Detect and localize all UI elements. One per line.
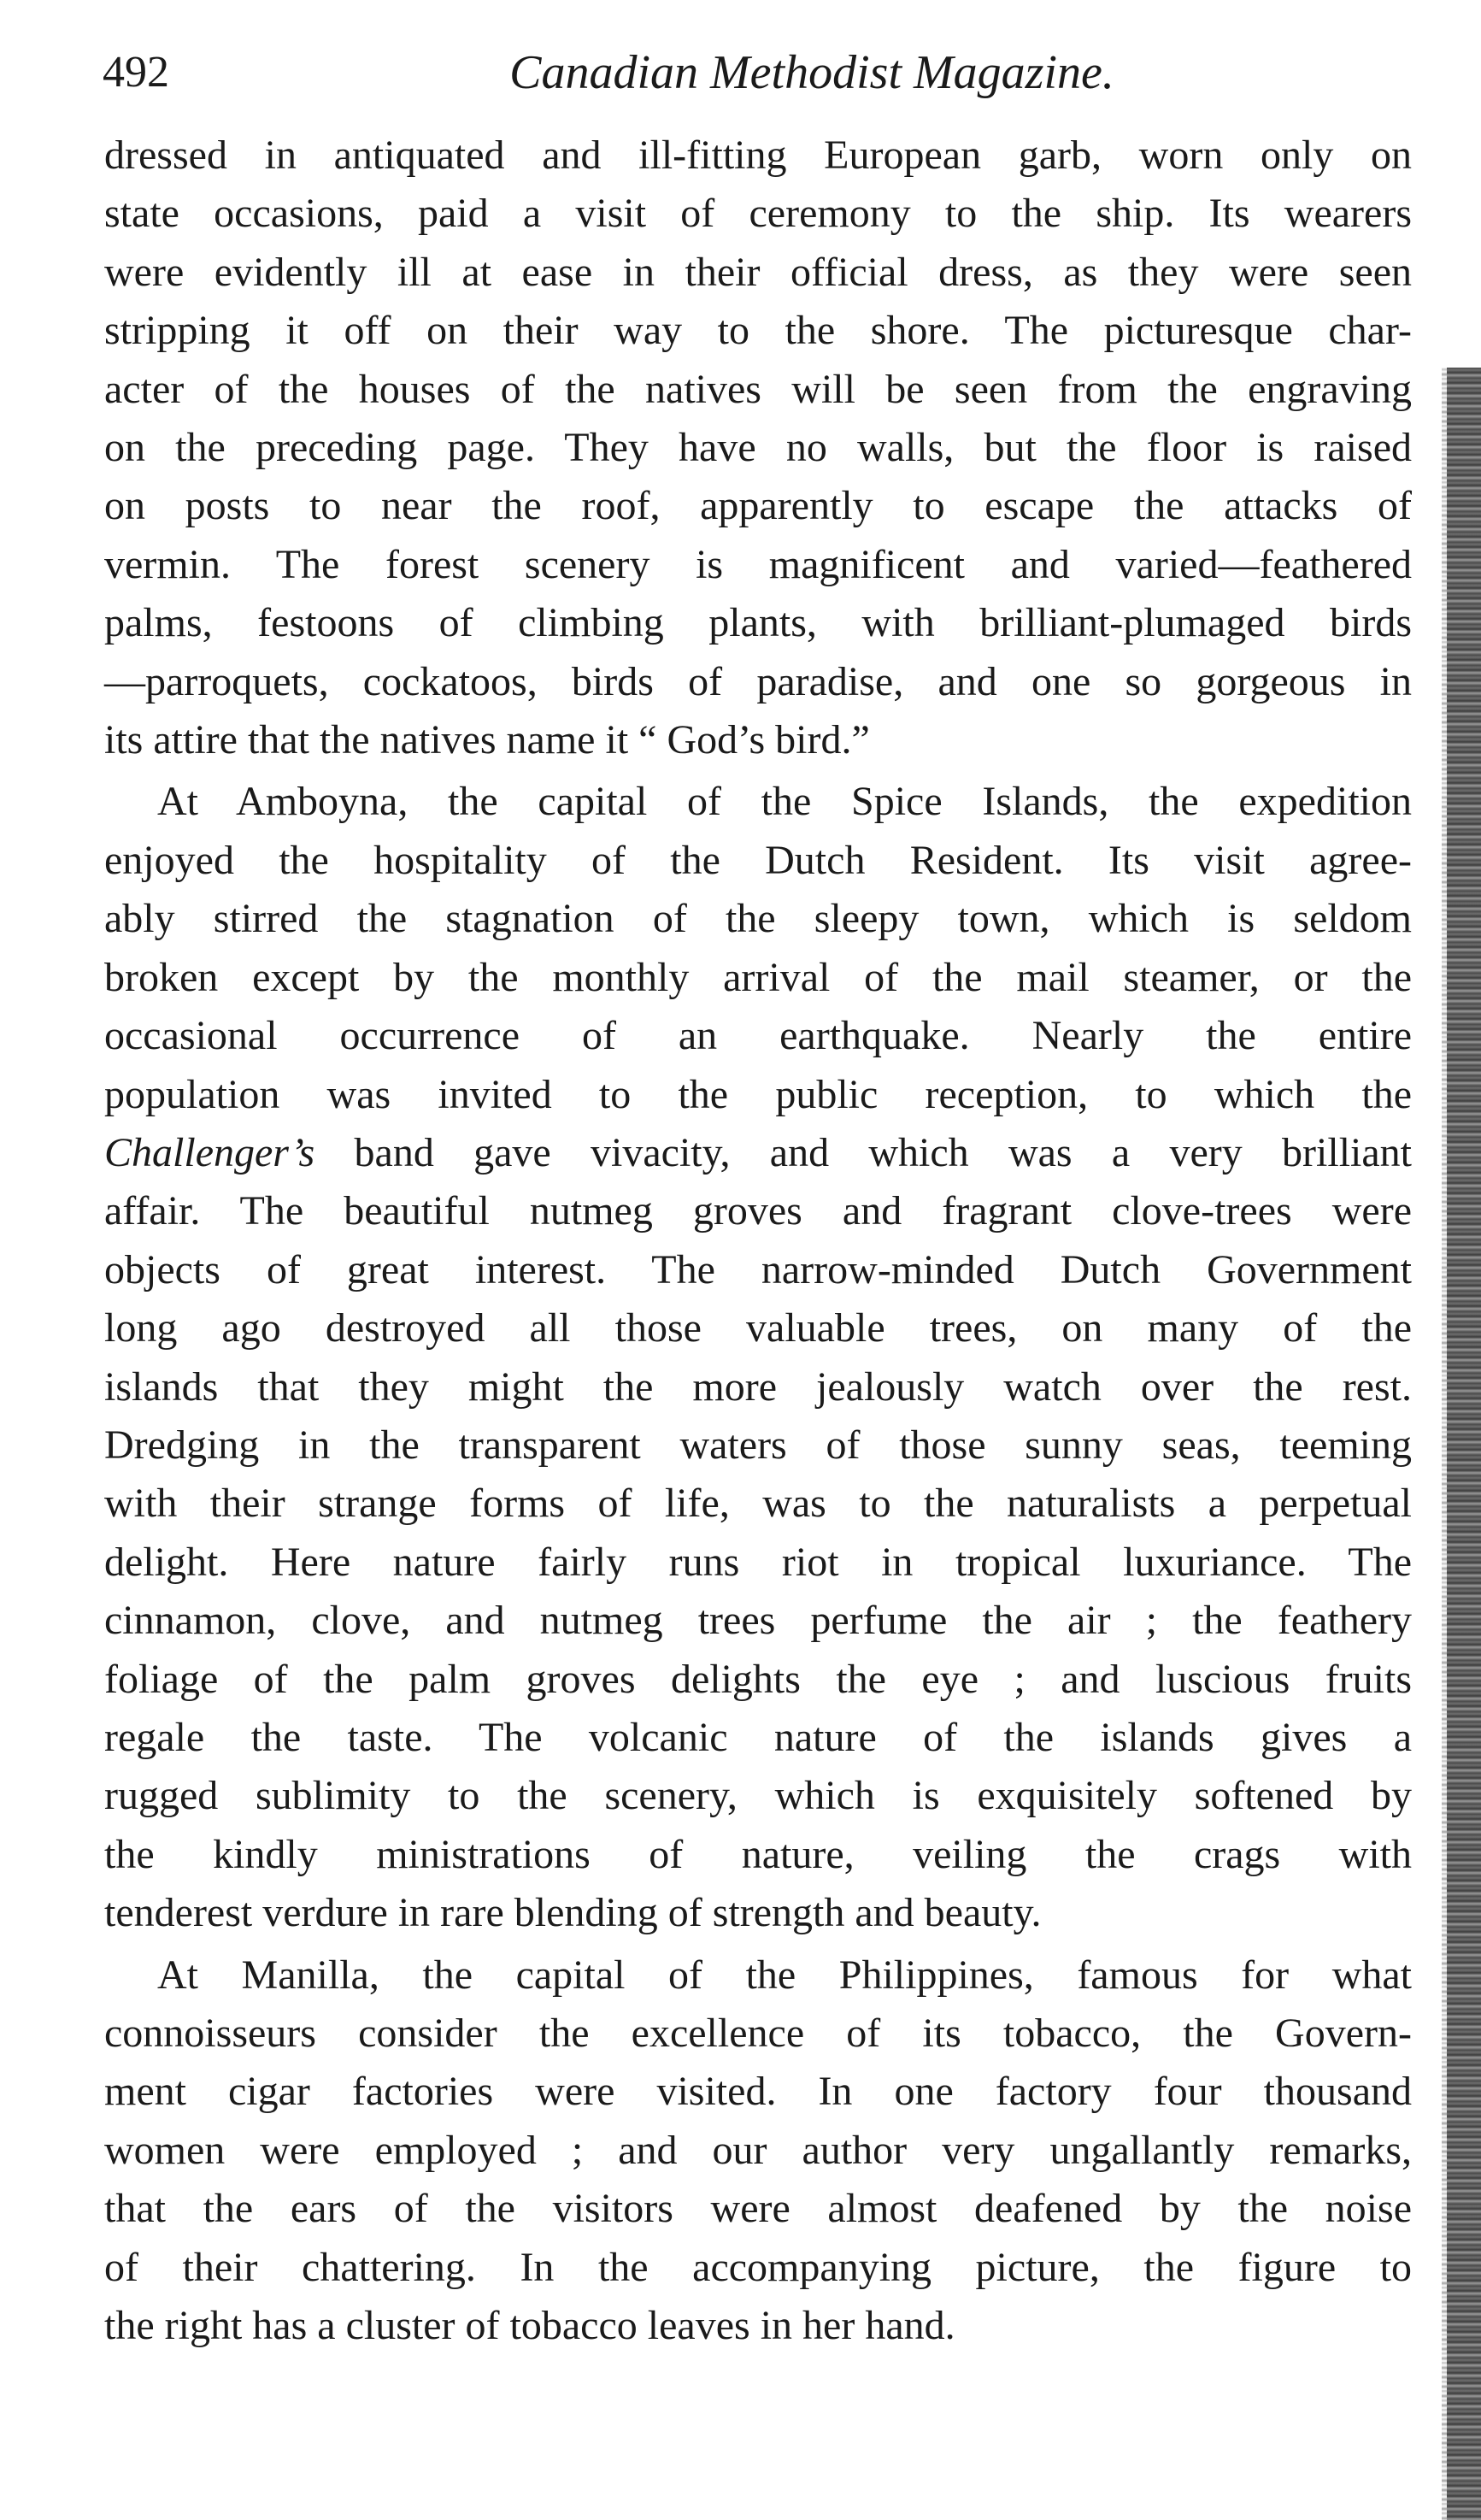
- text-line: its attire that the natives name it “ God’s bird.”: [104, 717, 870, 763]
- text-line: the right has a cluster of tobacco leaves in her hand.: [104, 2303, 955, 2349]
- body-text: [104, 127, 1412, 2355]
- text-line: broken except by the monthly arrival of the mail steamer, or the: [104, 954, 1412, 1000]
- scanned-page-edge: [1447, 368, 1481, 2520]
- text-line: were evidently ill at ease in their official dress, as they were seen: [104, 249, 1412, 295]
- text-line: delight. Here nature fairly runs riot in tropical luxuriance. The: [104, 1539, 1412, 1585]
- italic-ship-name: Challenger’s: [104, 1129, 315, 1175]
- text-line: At Manilla, the capital of the Philippines, famous for what: [157, 1952, 1412, 1998]
- text-line: state occasions, paid a visit of ceremony to the ship. Its wearers: [104, 191, 1412, 237]
- text-line: vermin. The forest scenery is magnificent and varied—feathered: [104, 541, 1412, 587]
- text-line: —parroquets, cockatoos, birds of paradise, and one so gorgeous in: [104, 658, 1412, 704]
- paragraph-2: [104, 773, 1412, 1942]
- text-line: islands that they might the more jealously watch over the rest.: [104, 1363, 1412, 1410]
- text-line-rest: band gave vivacity, and which was a very brilliant: [314, 1129, 1412, 1175]
- text-line: palms, festoons of climbing plants, with brilliant-plumaged birds: [104, 600, 1412, 646]
- text-line: long ago destroyed all those valuable trees, on many of the: [104, 1305, 1412, 1351]
- text-line: population was invited to the public reception, to which the: [104, 1071, 1412, 1117]
- paragraph-3: [104, 1946, 1412, 2356]
- page-number: 492: [103, 48, 169, 97]
- text-line: dressed in antiquated and ill-fitting European garb, worn only on: [104, 132, 1412, 178]
- text-line: Dredging in the transparent waters of those sunny seas, teeming: [104, 1422, 1412, 1468]
- text-line: connoisseurs consider the excellence of its tobacco, the Govern-: [104, 2011, 1412, 2056]
- text-line: occasional occurrence of an earthquake. Nearly the entire: [104, 1013, 1412, 1059]
- text-line: affair. The beautiful nutmeg groves and fragrant clove-trees were: [104, 1188, 1412, 1234]
- text-line: tenderest verdure in rare blending of strength and beauty.: [104, 1890, 1042, 1936]
- text-line: regale the taste. The volcanic nature of the islands gives a: [104, 1714, 1412, 1760]
- text-line: acter of the houses of the natives will be seen from the engraving: [104, 366, 1412, 412]
- text-line: that the ears of the visitors were almost deafened by the noise: [104, 2186, 1412, 2232]
- text-line: ably stirred the stagnation of the sleepy town, which is seldom: [104, 896, 1412, 942]
- text-line-with-italic: [104, 1124, 1412, 1182]
- running-head: [103, 34, 1410, 111]
- text-line: At Amboyna, the capital of the Spice Islands, the expedition: [157, 779, 1412, 825]
- text-line: of their chattering. In the accompanying picture, the figure to: [104, 2244, 1412, 2290]
- text-line: with their strange forms of life, was to the naturalists a perpetual: [104, 1481, 1412, 1527]
- text-line: on posts to near the roof, apparently to escape the attacks of: [104, 483, 1412, 529]
- paragraph-1: [104, 127, 1412, 769]
- text-line: the kindly ministrations of nature, veiling the crags with: [104, 1831, 1412, 1877]
- text-line: ment cigar factories were visited. In one factory four thousand: [104, 2069, 1412, 2115]
- text-line: objects of great interest. The narrow-minded Dutch Government: [104, 1246, 1412, 1292]
- text-line: foliage of the palm groves delights the eye ; and luscious fruits: [104, 1656, 1412, 1702]
- text-line: women were employed ; and our author very ungallantly remarks,: [104, 2127, 1412, 2173]
- text-line: rugged sublimity to the scenery, which is exquisitely softened by: [104, 1773, 1412, 1819]
- text-line: on the preceding page. They have no walls, but the floor is raised: [104, 425, 1412, 471]
- text-line: enjoyed the hospitality of the Dutch Resident. Its visit agree-: [104, 837, 1412, 883]
- journal-title: Canadian Methodist Magazine.: [509, 46, 1114, 99]
- text-line: cinnamon, clove, and nutmeg trees perfume the air ; the feathery: [104, 1598, 1412, 1644]
- text-line: stripping it off on their way to the shore. The picturesque char-: [104, 308, 1412, 354]
